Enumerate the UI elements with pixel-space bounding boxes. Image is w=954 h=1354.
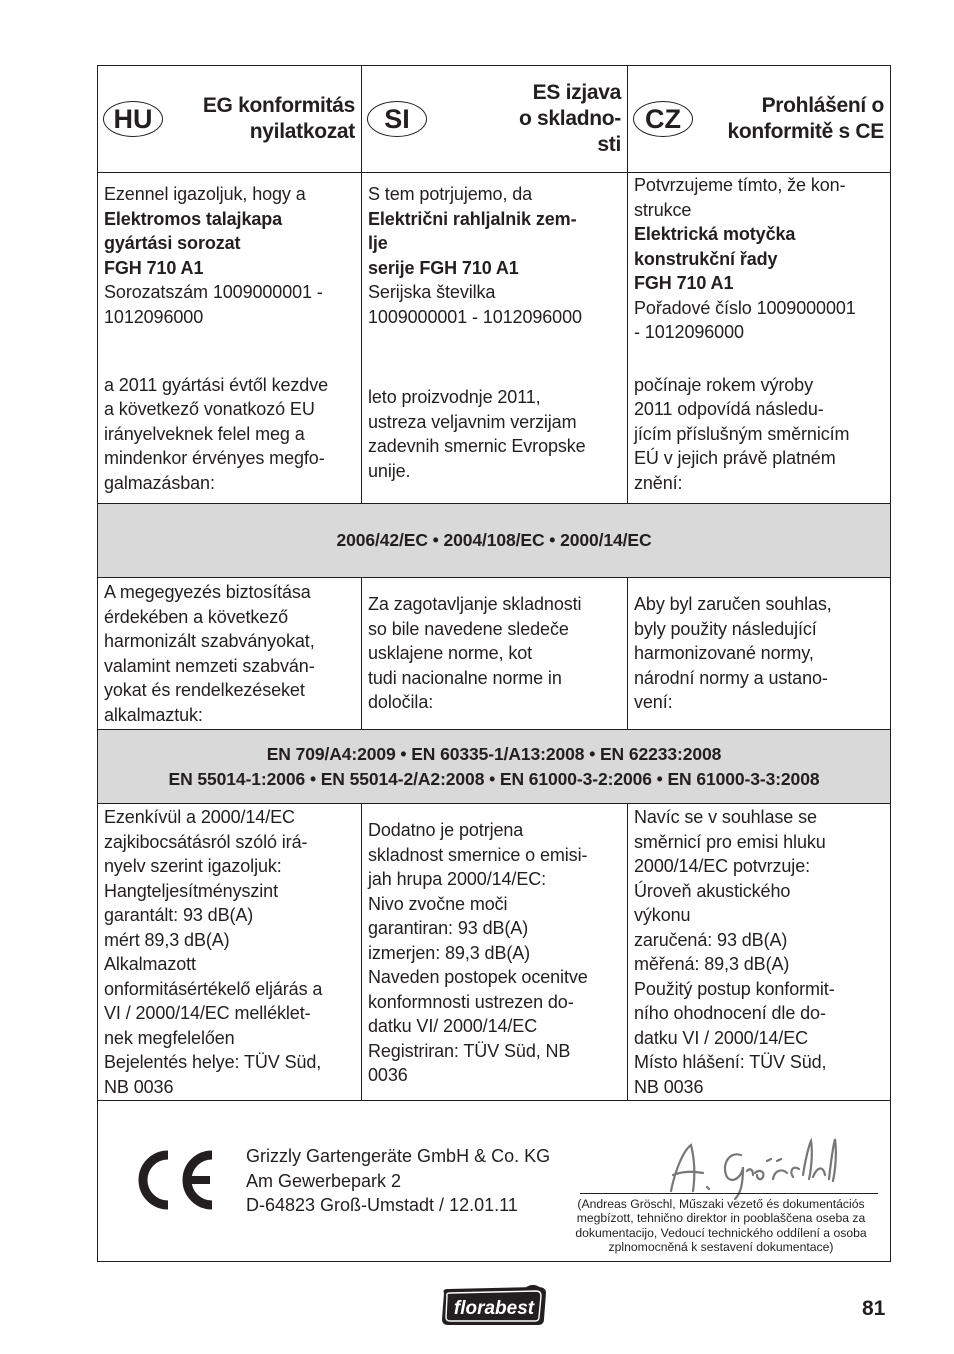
standards-list: [98, 730, 891, 804]
standards-row: [98, 730, 891, 804]
scope-hu: a 2011 gyártási évtől kezdve a következő vonatkozó EU irányelveknek felel meg a mindenkor érvényes megfo- galmazásban:: [98, 371, 362, 504]
footer-cell: [98, 1101, 891, 1262]
cz-title: Prohlášení o konformitě s CE: [727, 94, 884, 143]
page-number: 81: [862, 1297, 886, 1320]
cz-language-badge: CZ: [633, 101, 693, 137]
directives-row: [98, 504, 891, 578]
noise-hu: Ezenkívül a 2000/14/EC zajkibocsátásról szóló irá- nyelv szerint igazoljuk: Hangteljesítményszint garantált: 93 dB(A) mért 89,3 dB(A) Alkalmazott onformitásértékelő eljárás a VI / 2000/14/EC melléklet- nek megfelelően Bejelentés helye: TÜV Süd, NB 0036: [98, 804, 362, 1101]
harmonized-si: Za zagotavljanje skladnosti so bile navedene sledeče usklajene norme, kot tudi nacionalne norme in določila:: [362, 578, 628, 730]
scope-si: leto proizvodnje 2011, ustreza veljavnim verzijam zadevnih smernic Evropske unije.: [362, 371, 628, 504]
scope-row: [98, 371, 891, 504]
signer-note: (Andreas Gröschl, Műszaki vezető és dokumentációs megbízott, tehnično direktor in pooblaščena oseba za dokumentacijo, Vedoucí technického oddílení a osoba zplnomocněná k sestavení dokumentace): [575, 1197, 867, 1254]
si-title: ES izjava o skladno- sti: [518, 81, 621, 156]
harmonized-hu: A megegyezés biztosítása érdekében a következő harmonizált szabványokat, valamint nemzeti szabván- yokat és rendelkezéseket alkalmaztuk:: [98, 578, 362, 730]
ce-mark-icon: [134, 1149, 216, 1211]
directives-list: 2006/42/EC • 2004/108/EC • 2000/14/EC: [98, 504, 891, 578]
florabest-logo: [438, 1285, 550, 1327]
intro-hu: Ezennel igazoljuk, hogy a Elektromos talajkapa gyártási sorozat FGH 710 A1 Sorozatszám 1009000001 - 1012096000: [98, 173, 362, 371]
hu-title: EG konformitás nyilatkozat: [202, 94, 355, 143]
signature-line: [580, 1193, 878, 1194]
intro-si: S tem potrjujemo, da Električni rahljalnik zem- lje serije FGH 710 A1 Serijska številka 1009000001 - 1012096000: [362, 173, 628, 371]
noise-si: Dodatno je potrjena skladnost smernice o emisi- jah hrupa 2000/14/EC: Nivo zvočne moči garantiran: 93 dB(A) izmerjen: 89,3 dB(A) Naveden postopek ocenitve konformnosti ustrezen do- datku VI/ 2000/14/EC Registriran: TÜV Süd, NB 0036: [362, 804, 628, 1101]
si-language-badge: SI: [367, 101, 427, 137]
intro-cz: Potvrzujeme tímto, že kon- strukce Elektrická motyčka konstrukční řady FGH 710 A1 Pořadové číslo 1009000001 - 1012096000: [628, 173, 891, 371]
harmonized-row: [98, 578, 891, 730]
manufacturer-address: Grizzly Gartengeräte GmbH & Co. KG Am Gewerbepark 2 D-64823 Groß-Umstadt / 12.01.11: [246, 1146, 551, 1215]
brand-name: florabest: [453, 1298, 535, 1319]
footer-row: [98, 1101, 891, 1262]
noise-row: [98, 804, 891, 1101]
header-row: [98, 66, 891, 173]
hu-language-badge: HU: [103, 101, 163, 137]
header-cz: [628, 66, 891, 173]
standards-line-1: EN 709/A4:2009 • EN 60335-1/A13:2008 • EN 62233:2008: [266, 744, 722, 764]
header-si: [362, 66, 628, 173]
noise-cz: Navíc se v souhlase se směrnicí pro emisi hluku 2000/14/EC potvrzuje: Úroveň akustického výkonu zaručená: 93 dB(A) měřená: 89,3 dB(A) Použitý postup konformit- ního ohodnocení dle do- datku VI / 2000/14/EC Místo hlášení: TÜV Süd, NB 0036: [628, 804, 891, 1101]
harmonized-cz: Aby byl zaručen souhlas, byly použity následující harmonizované normy, národní normy a ustano- vení:: [628, 578, 891, 730]
conformity-table: [97, 65, 891, 1262]
header-hu: [98, 66, 362, 173]
intro-row: [98, 173, 891, 371]
standards-line-2: EN 55014-1:2006 • EN 55014-2/A2:2008 • EN 61000-3-2:2006 • EN 61000-3-3:2008: [168, 768, 820, 789]
scope-cz: počínaje rokem výroby 2011 odpovídá následu- jícím příslušným směrnicím EÚ v jejich právě platném znění:: [628, 371, 891, 504]
